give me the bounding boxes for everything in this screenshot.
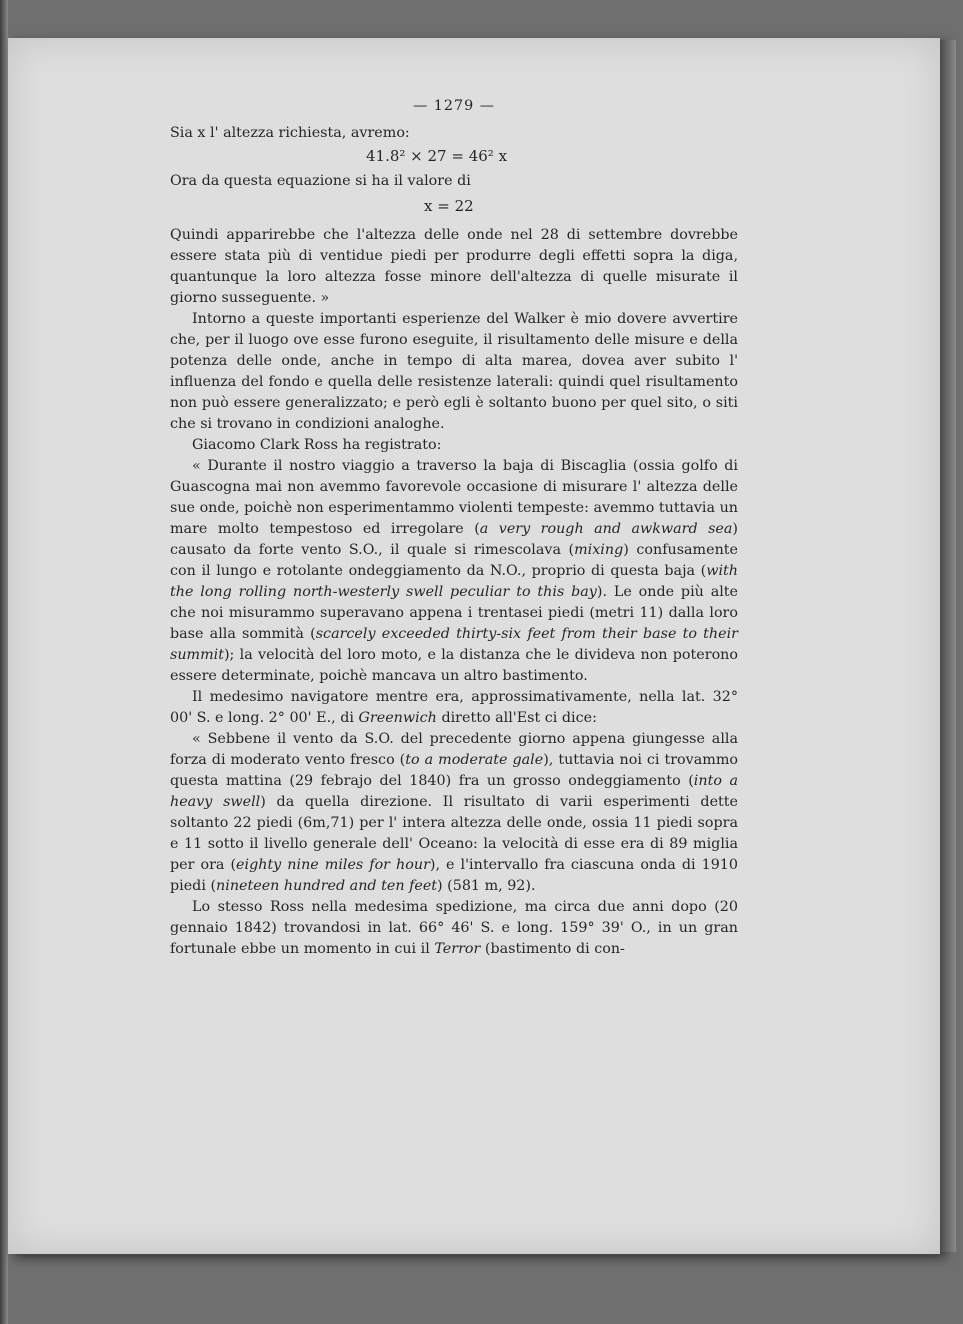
paragraph-5 xyxy=(170,687,738,729)
paragraph-text: ), e l'intervallo fra ciascuna onda di 1910 piedi ( xyxy=(170,857,738,894)
english-quote: to a moderate gale xyxy=(405,752,544,768)
paragraph-text: « Durante il nostro viaggio a traverso la baja di Biscaglia (ossia golfo di Guascogna mai non avemmo favorevole occasione di misurare l' altezza delle sue onde, poichè non esperimentammo violenti tempeste: avemmo tuttavia un mare molto tempestoso ed irregolare ( xyxy=(170,458,738,537)
paragraph-2 xyxy=(170,309,738,435)
paragraph-text: Il medesimo navigatore mentre era, approssimativamente, nella lat. 32° 00' S. e long. 2° 00' E., di xyxy=(170,689,738,726)
intro-line: Sia x l' altezza richiesta, avremo: xyxy=(170,125,410,141)
formula-result: x = 22 xyxy=(424,197,474,215)
english-quote: mixing xyxy=(574,542,624,558)
paragraph-7 xyxy=(170,897,738,960)
paragraph-3 xyxy=(170,435,738,456)
english-quote: scarcely exceeded thirty-six feet from their base to their summit xyxy=(170,626,738,663)
equation-line: Ora da questa equazione si ha il valore di xyxy=(170,173,471,189)
paragraph-text: ) (581 m, 92). xyxy=(437,878,536,894)
paragraph-text: ) da quella direzione. Il risultato di varii esperimenti dette soltanto 22 piedi (6m,71) per l' intera altezza delle onde, ossia 11 piedi sopra e 11 sotto il livello generale dell' Oceano: la velocità di esse era di 89 miglia per ora ( xyxy=(170,794,738,873)
scan-edge xyxy=(0,0,8,1324)
paragraph-text: ) causato da forte vento S.O., il quale si rimescolava ( xyxy=(170,521,738,558)
italic-term: Greenwich xyxy=(358,710,437,726)
paragraph-text: Giacomo Clark Ross ha registrato: xyxy=(192,437,442,453)
paragraph-text: diretto all'Est ci dice: xyxy=(436,710,597,726)
paragraph-text: Quindi apparirebbe che l'altezza delle onde nel 28 di settembre dovrebbe essere stata più di ventidue piedi per produrre degli effetti sopra la diga, quantunque la loro altezza fosse minore dell'altezza di quelle misurate il giorno susseguente. » xyxy=(170,227,738,306)
english-quote: a very rough and awkward sea xyxy=(479,521,733,537)
page-content xyxy=(170,96,738,960)
paragraph-text: Lo stesso Ross nella medesima spedizione, ma circa due anni dopo (20 gennaio 1842) trovandosi in lat. 66° 46' S. e long. 159° 39' O., in un gran fortunale ebbe un momento in cui il xyxy=(170,899,738,957)
paragraph-text: Intorno a queste importanti esperienze del Walker è mio dovere avvertire che, per il luogo ove esse furono eseguite, il risultamento delle misure e della potenza delle onde, anche in tempo di alta marea, dovea aver subito l' influenza del fondo e quella delle resistenze laterali: quindi quel risultamento non può essere generalizzato; e però egli è soltanto buono per quel sito, o siti che si trovano in condizioni analoghe. xyxy=(170,311,738,432)
english-quote: into a heavy swell xyxy=(170,773,738,810)
paragraph-text: ); la velocità del loro moto, e la distanza che le divideva non poterono essere determinate, poichè mancava un altro bastimento. xyxy=(170,647,738,684)
paragraph-text: ) confusamente con il lungo e rotolante ondeggiamento da N.O., proprio di questa baja ( xyxy=(170,542,738,579)
page-shadow xyxy=(940,40,956,1252)
formula-equation: 41.8² × 27 = 46² x xyxy=(366,147,508,165)
paragraph-text: ). Le onde più alte che noi misurammo superavano appena i trentasei piedi (metri 11) dalla loro base alla sommità ( xyxy=(170,584,738,642)
page-number: — 1279 — xyxy=(412,98,496,114)
paragraph-text: ), tuttavia noi ci trovammo questa mattina (29 febrajo del 1840) fra un grosso ondeggiamento ( xyxy=(170,752,738,789)
english-quote: nineteen hundred and ten feet xyxy=(216,878,438,894)
paragraph-text: (bastimento di con- xyxy=(480,941,625,957)
ship-name: Terror xyxy=(434,941,481,957)
paragraph-6 xyxy=(170,729,738,897)
paragraph-text: « Sebbene il vento da S.O. del precedente giorno appena giungesse alla forza di moderato vento fresco ( xyxy=(170,731,738,768)
english-quote: with the long rolling north-westerly swell peculiar to this bay xyxy=(170,563,738,600)
paragraph-4 xyxy=(170,456,738,687)
english-quote: eighty nine miles for hour xyxy=(236,857,430,873)
paragraph-1 xyxy=(170,225,738,309)
